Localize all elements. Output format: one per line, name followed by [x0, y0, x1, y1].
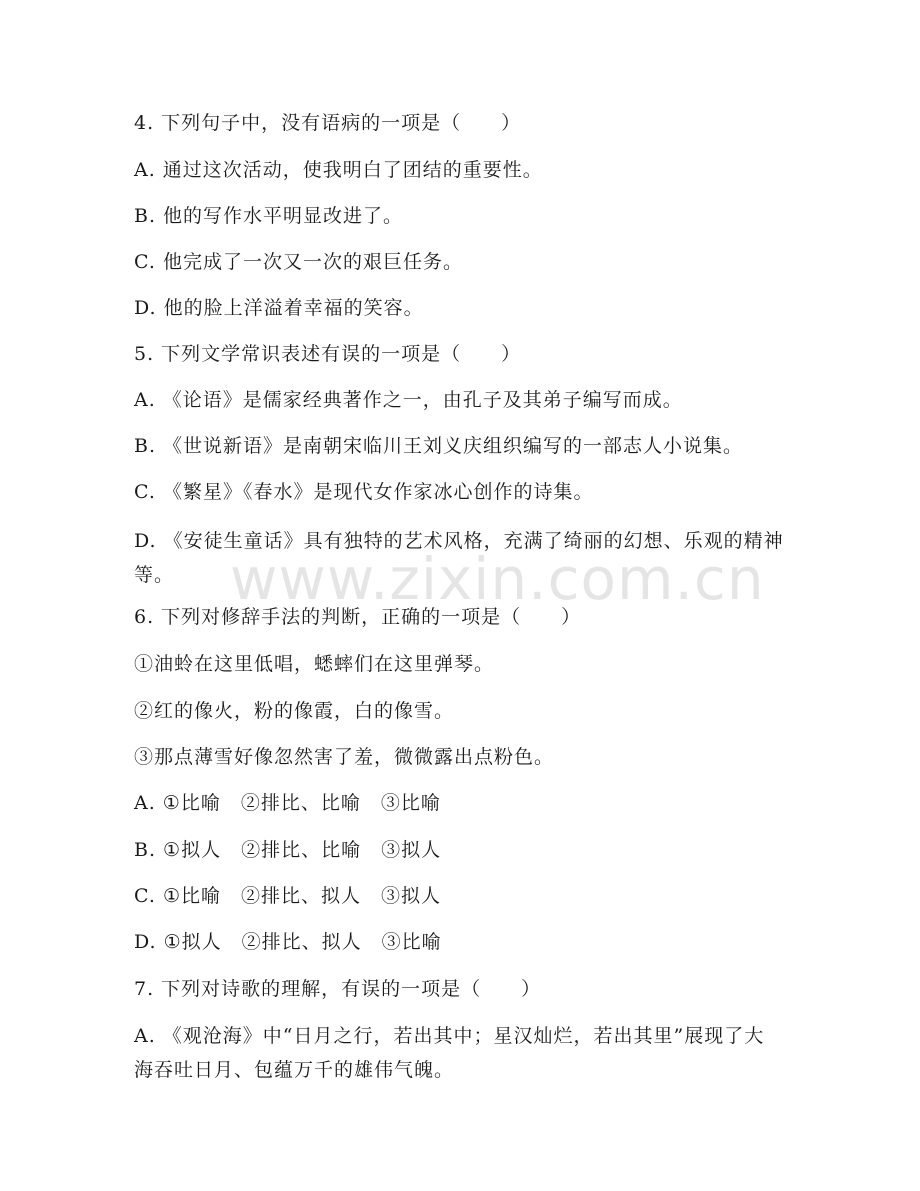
question-6-stem: 6. 下列对修辞手法的判断，正确的一项是（ ） — [134, 606, 582, 628]
question-6-sentence-2: ②红的像火，粉的像霞，白的像雪。 — [134, 700, 455, 722]
question-5-option-a: A. 《论语》是儒家经典著作之一，由孔子及其弟子编写而成。 — [134, 389, 683, 411]
question-7-stem: 7. 下列对诗歌的理解，有误的一项是（ ） — [134, 978, 542, 1000]
question-6-sentence-3: ③那点薄雪好像忽然害了羞，微微露出点粉色。 — [134, 746, 555, 768]
question-6-option-d: D. ①拟人 ②排比、拟人 ③比喻 — [134, 931, 442, 953]
question-6-option-c: C. ①比喻 ②排比、拟人 ③拟人 — [134, 885, 441, 907]
question-4-option-d: D. 他的脸上洋溢着幸福的笑容。 — [134, 297, 424, 319]
question-5-option-b: B. 《世说新语》是南朝宋临川王刘义庆组织编写的一部志人小说集。 — [134, 435, 744, 457]
question-4-option-a: A. 通过这次活动，使我明白了团结的重要性。 — [134, 159, 543, 181]
question-6-sentence-1: ①油蛉在这里低唱，蟋蟀们在这里弹琴。 — [134, 653, 495, 675]
watermark: www.zixin.com.cn — [230, 545, 765, 613]
question-6-option-a: A. ①比喻 ②排比、比喻 ③比喻 — [134, 792, 441, 814]
question-5-option-d: D. 《安徒生童话》具有独特的艺术风格，充满了绮丽的幻想、乐观的精神等。 — [134, 530, 784, 586]
question-4-option-b: B. 他的写作水平明显改进了。 — [134, 205, 404, 227]
question-4-stem: 4. 下列句子中，没有语病的一项是（ ） — [134, 112, 522, 134]
question-7-option-a: A. 《观沧海》中“日月之行，若出其中；星汉灿烂，若出其里”展现了大海吞吐日月、包蕴万千的雄伟气魄。 — [134, 1025, 765, 1081]
question-5-stem: 5. 下列文学常识表述有误的一项是（ ） — [134, 343, 522, 365]
question-4-option-c: C. 他完成了一次又一次的艰巨任务。 — [134, 251, 463, 273]
question-5-option-c: C. 《繁星》《春水》是现代女作家冰心创作的诗集。 — [134, 481, 594, 503]
question-6-option-b: B. ①拟人 ②排比、比喻 ③拟人 — [134, 839, 442, 861]
